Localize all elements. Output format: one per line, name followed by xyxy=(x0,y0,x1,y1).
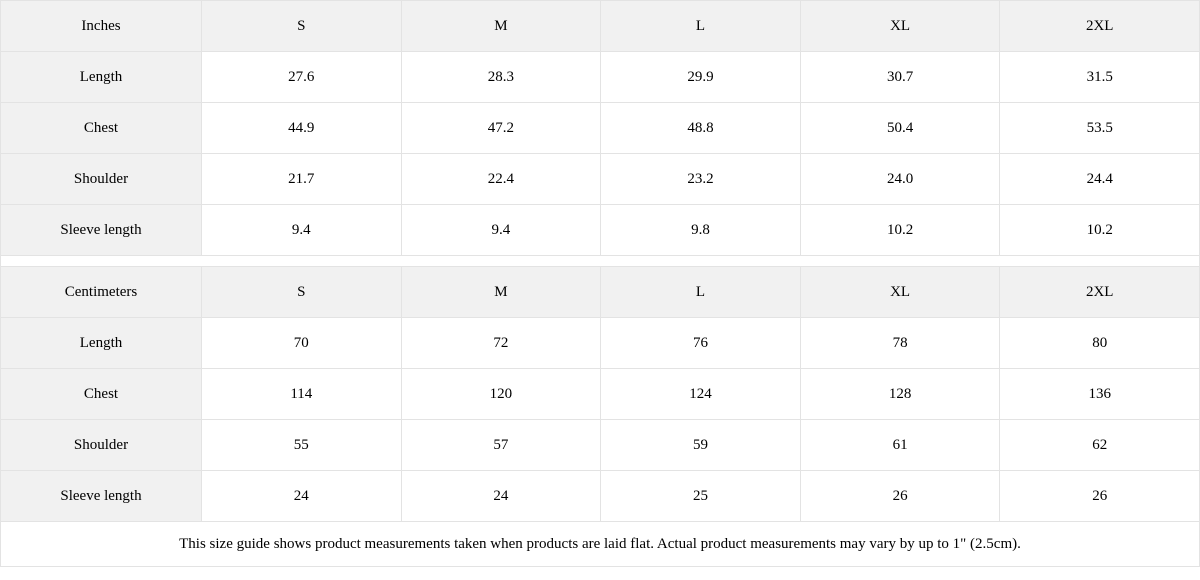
column-header-2xl: 2XL xyxy=(1000,267,1200,318)
cell-sleeve-2xl: 10.2 xyxy=(1000,205,1200,256)
row-label-length: Length xyxy=(1,318,202,369)
cell-chest-xl: 128 xyxy=(800,369,1000,420)
cell-chest-2xl: 53.5 xyxy=(1000,103,1200,154)
cell-shoulder-xl: 24.0 xyxy=(800,154,1000,205)
table-gap-divider xyxy=(0,256,1200,266)
table-row xyxy=(1,318,1200,369)
cell-shoulder-m: 22.4 xyxy=(401,154,601,205)
cell-length-m: 28.3 xyxy=(401,52,601,103)
table-header-row xyxy=(1,267,1200,318)
table-row xyxy=(1,369,1200,420)
column-header-m: M xyxy=(401,1,601,52)
column-header-l: L xyxy=(601,267,801,318)
cell-length-m: 72 xyxy=(401,318,601,369)
cell-chest-s: 114 xyxy=(202,369,402,420)
row-label-shoulder: Shoulder xyxy=(1,420,202,471)
row-label-sleeve-length: Sleeve length xyxy=(1,471,202,522)
table-row xyxy=(1,205,1200,256)
column-header-l: L xyxy=(601,1,801,52)
cell-shoulder-xl: 61 xyxy=(800,420,1000,471)
column-header-m: M xyxy=(401,267,601,318)
cell-chest-l: 48.8 xyxy=(601,103,801,154)
column-header-s: S xyxy=(202,1,402,52)
cell-chest-s: 44.9 xyxy=(202,103,402,154)
cell-sleeve-s: 24 xyxy=(202,471,402,522)
cell-shoulder-2xl: 24.4 xyxy=(1000,154,1200,205)
column-header-s: S xyxy=(202,267,402,318)
cell-sleeve-l: 25 xyxy=(601,471,801,522)
table-row xyxy=(1,154,1200,205)
cell-chest-2xl: 136 xyxy=(1000,369,1200,420)
unit-label-centimeters: Centimeters xyxy=(1,267,202,318)
cell-shoulder-l: 23.2 xyxy=(601,154,801,205)
size-table-inches xyxy=(0,0,1200,256)
column-header-xl: XL xyxy=(800,1,1000,52)
cell-chest-m: 120 xyxy=(401,369,601,420)
column-header-xl: XL xyxy=(800,267,1000,318)
cell-sleeve-xl: 26 xyxy=(800,471,1000,522)
cell-shoulder-m: 57 xyxy=(401,420,601,471)
table-header-row xyxy=(1,1,1200,52)
row-label-length: Length xyxy=(1,52,202,103)
cell-length-xl: 30.7 xyxy=(800,52,1000,103)
cell-sleeve-s: 9.4 xyxy=(202,205,402,256)
cell-shoulder-l: 59 xyxy=(601,420,801,471)
cell-shoulder-s: 21.7 xyxy=(202,154,402,205)
cell-sleeve-xl: 10.2 xyxy=(800,205,1000,256)
cell-shoulder-2xl: 62 xyxy=(1000,420,1200,471)
row-label-chest: Chest xyxy=(1,103,202,154)
size-table-centimeters xyxy=(0,266,1200,522)
cell-length-2xl: 80 xyxy=(1000,318,1200,369)
cell-sleeve-m: 9.4 xyxy=(401,205,601,256)
cell-length-2xl: 31.5 xyxy=(1000,52,1200,103)
row-label-shoulder: Shoulder xyxy=(1,154,202,205)
cell-length-l: 29.9 xyxy=(601,52,801,103)
row-label-sleeve-length: Sleeve length xyxy=(1,205,202,256)
table-row xyxy=(1,103,1200,154)
cell-length-l: 76 xyxy=(601,318,801,369)
cell-shoulder-s: 55 xyxy=(202,420,402,471)
column-header-2xl: 2XL xyxy=(1000,1,1200,52)
cell-length-s: 27.6 xyxy=(202,52,402,103)
table-row xyxy=(1,52,1200,103)
unit-label-inches: Inches xyxy=(1,1,202,52)
table-row xyxy=(1,471,1200,522)
cell-chest-l: 124 xyxy=(601,369,801,420)
size-guide-footnote: This size guide shows product measurements taken when products are laid flat. Actual product measurements may vary by up to 1" (2.5cm). xyxy=(0,522,1200,567)
cell-chest-m: 47.2 xyxy=(401,103,601,154)
cell-sleeve-l: 9.8 xyxy=(601,205,801,256)
cell-length-s: 70 xyxy=(202,318,402,369)
cell-length-xl: 78 xyxy=(800,318,1000,369)
cell-chest-xl: 50.4 xyxy=(800,103,1000,154)
row-label-chest: Chest xyxy=(1,369,202,420)
cell-sleeve-2xl: 26 xyxy=(1000,471,1200,522)
table-row xyxy=(1,420,1200,471)
cell-sleeve-m: 24 xyxy=(401,471,601,522)
